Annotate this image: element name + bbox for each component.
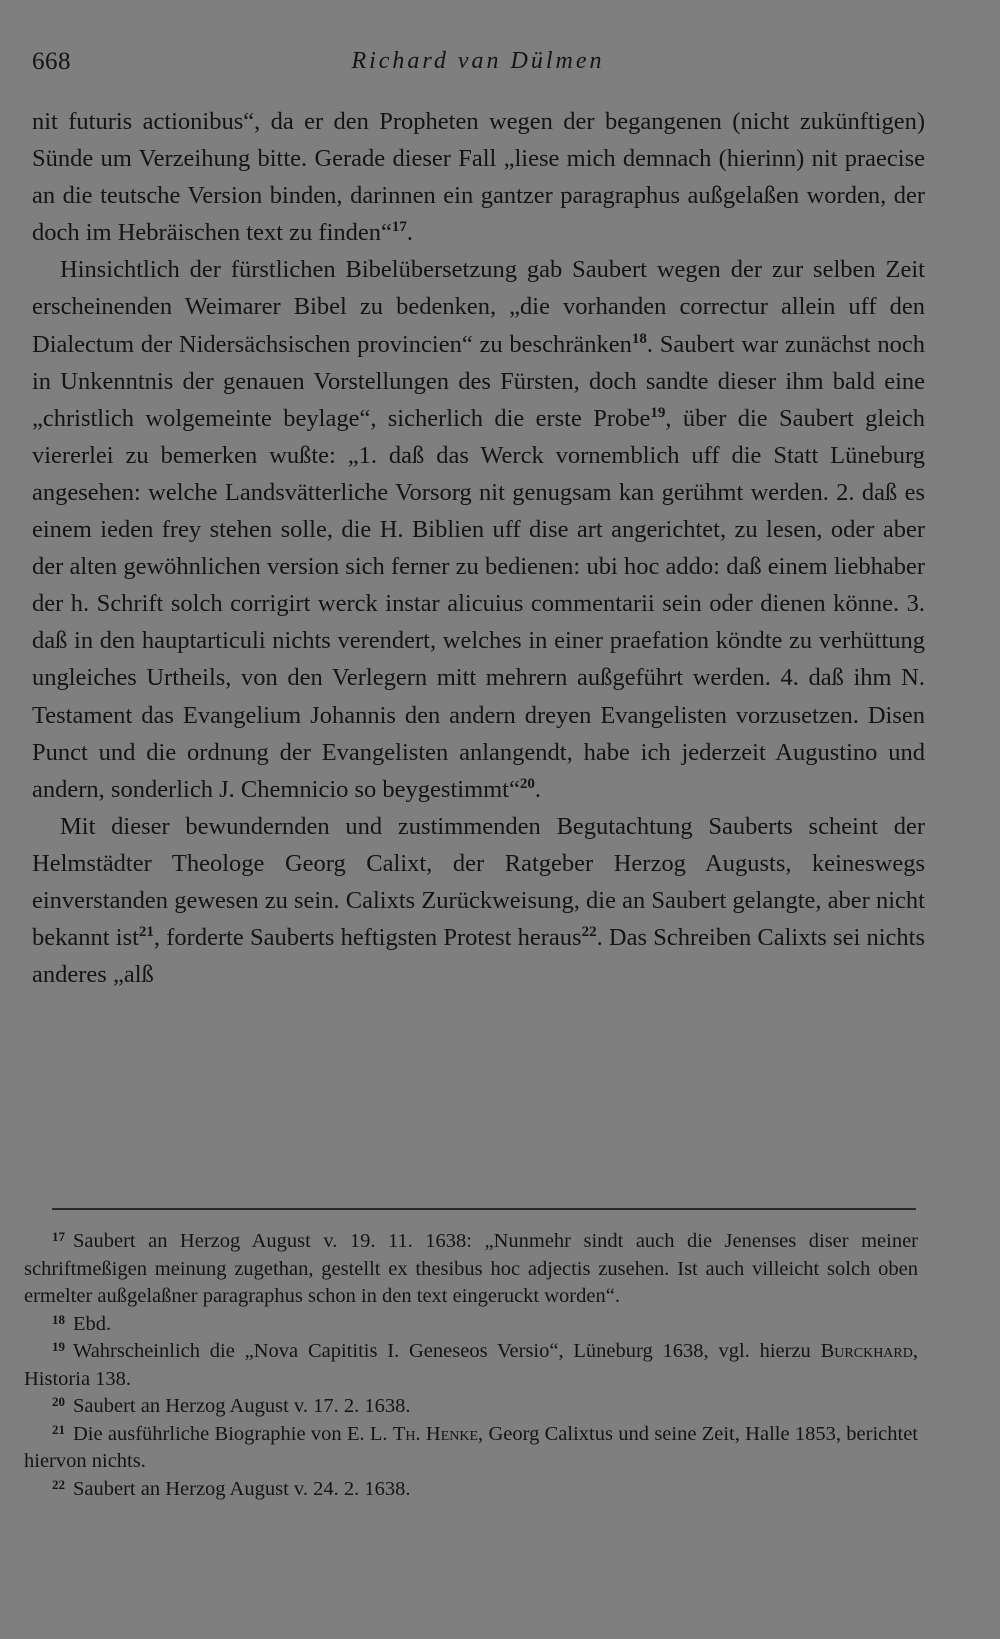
footnote-number: 18 [52,1311,65,1327]
footnote-ref-19: 19 [650,404,666,421]
paragraph-1-text: nit futuris actionibus“, da er den Propheten wegen der begangenen (nicht zukünftigen) Sünde um Verzeihung bitte. Gerade dieser Fall „liese mich demnach (hierinn) nit praecise an die teutsche Version binden, darinnen ein gantzer paragraphus außgelaßen worden, der doch im Hebräischen text zu finden“ [32,108,925,247]
footnote-text-end: , Georg Calixtus und seine Zeit, Halle 1853, berichtet hiervon nichts. [24,1422,918,1472]
footnote-text-end: , Historia 138. [24,1340,918,1390]
footnote-17 [24,1228,918,1311]
footnote-text: Saubert an Herzog August v. 24. 2. 1638. [73,1477,411,1500]
footnote-ref-18: 18 [631,330,647,347]
footnote-ref-22: 22 [581,924,597,941]
paragraph-3-text-b: , forderte Sauberts heftigsten Protest heraus [153,924,582,952]
footnote-number: 17 [52,1229,65,1244]
footnote-text: Die ausführliche Biographie von E. L. [73,1422,393,1445]
footnote-20 [24,1393,918,1421]
footnote-divider [52,1208,916,1210]
footnote-18 [24,1311,918,1339]
footnote-author: Burckhard [820,1340,913,1362]
paragraph-2-tail: . [534,775,541,803]
footnote-number: 21 [52,1421,65,1437]
paragraph-1-tail: . [406,219,414,247]
page-number: 668 [32,48,71,75]
footnote-ref-17: 17 [391,219,407,236]
footnote-21 [24,1421,918,1476]
footnote-number: 19 [52,1339,65,1354]
footnote-ref-20: 20 [519,775,535,792]
paragraph-3 [32,808,925,993]
footnote-text: Saubert an Herzog August v. 17. 2. 1638. [73,1395,411,1417]
paragraph-2-text-c: , über die Saubert gleich viererlei zu bemerken wußte: „1. daß das Werck vornemblich uff die Statt Lüneburg angesehen: welche Landsvätterliche Vorsorg nit genugsam kan gerühmt werden. 2. daß es einem ieden frey stehen solle, die H. Biblien uff dise art angerichtet, zu lesen, oder aber der alten gewöhnlichen version sich ferner zu bedienen: ubi hoc addo: daß einem liebhaber der h. Schrift solch corrigirt werck instar alicuius commentarii sein oder dienen könne. 3. daß in den hauptarticuli nichts verendert, welches in einer praefation köndte zu verhüttung ungleiches Urtheils, von den Verlegern mitt mehrern außgeführt werden. 4. daß ihm N. Testament das Evangelium Johannis den andern dreyen Evangelisten vorzusetzen. Disen Punct und die ordnung der Evangelisten anlangendt, habe ich jederzeit Augustino und andern, sonderlich J. Chemnicio so beygestimmt“ [32,404,925,803]
footnote-text: Ebd. [73,1312,112,1335]
page-header [32,48,924,84]
footnote-19 [24,1338,918,1393]
footnotes [24,1228,918,1503]
paragraph-2-text-b: . Saubert war zunächst noch in Unkenntnis der genauen Vorstellungen des Fürsten, doch sandte dieser ihm bald eine „christlich wolgemeinte beylage“, sicherlich die erste Probe [32,330,925,432]
paragraph-2 [32,251,925,807]
paragraph-1 [32,103,925,251]
paragraph-3-text-c: . Das Schreiben Calixts sei nichts anderes „alß [32,924,925,989]
paragraph-2-text-a: Hinsichtlich der fürstlichen Bibelübersetzung gab Saubert wegen der zur selben Zeit erscheinenden Weimarer Bibel zu bedenken, „die vorhanden correctur allein uff den Dialectum der Nidersächsischen provincien“ zu beschränken [32,256,925,358]
paragraph-3-text-a: Mit dieser bewundernden und zustimmenden Begutachtung Sauberts scheint der Helmstädter Theologe Georg Calixt, der Ratgeber Herzog Augusts, keineswegs einverstanden gewesen zu sein. Calixts Zurückweisung, die an Saubert gelangte, aber nicht bekannt ist [32,812,925,952]
footnote-text: Saubert an Herzog August v. 19. 11. 1638: „Nunmehr sindt auch die Jenenses diser meiner schriftmeßigen meinung zugethan, gestellt ex thesibus hoc adjectis zusehen. Ist auch villeicht solch oben ermelter außgelaßner paragraphus schon in den text eingeruckt worden“. [24,1230,918,1307]
running-head: Richard van Dülmen [351,48,605,74]
footnote-author: Th. Henke [392,1422,479,1445]
main-text [32,103,925,993]
footnote-number: 22 [52,1476,65,1492]
footnote-number: 20 [52,1394,65,1409]
footnote-ref-21: 21 [138,924,154,941]
footnote-text: Wahrscheinlich die „Nova Capititis I. Geneseos Versio“, Lüneburg 1638, vgl. hierzu [73,1340,821,1362]
footnote-22 [24,1476,918,1504]
